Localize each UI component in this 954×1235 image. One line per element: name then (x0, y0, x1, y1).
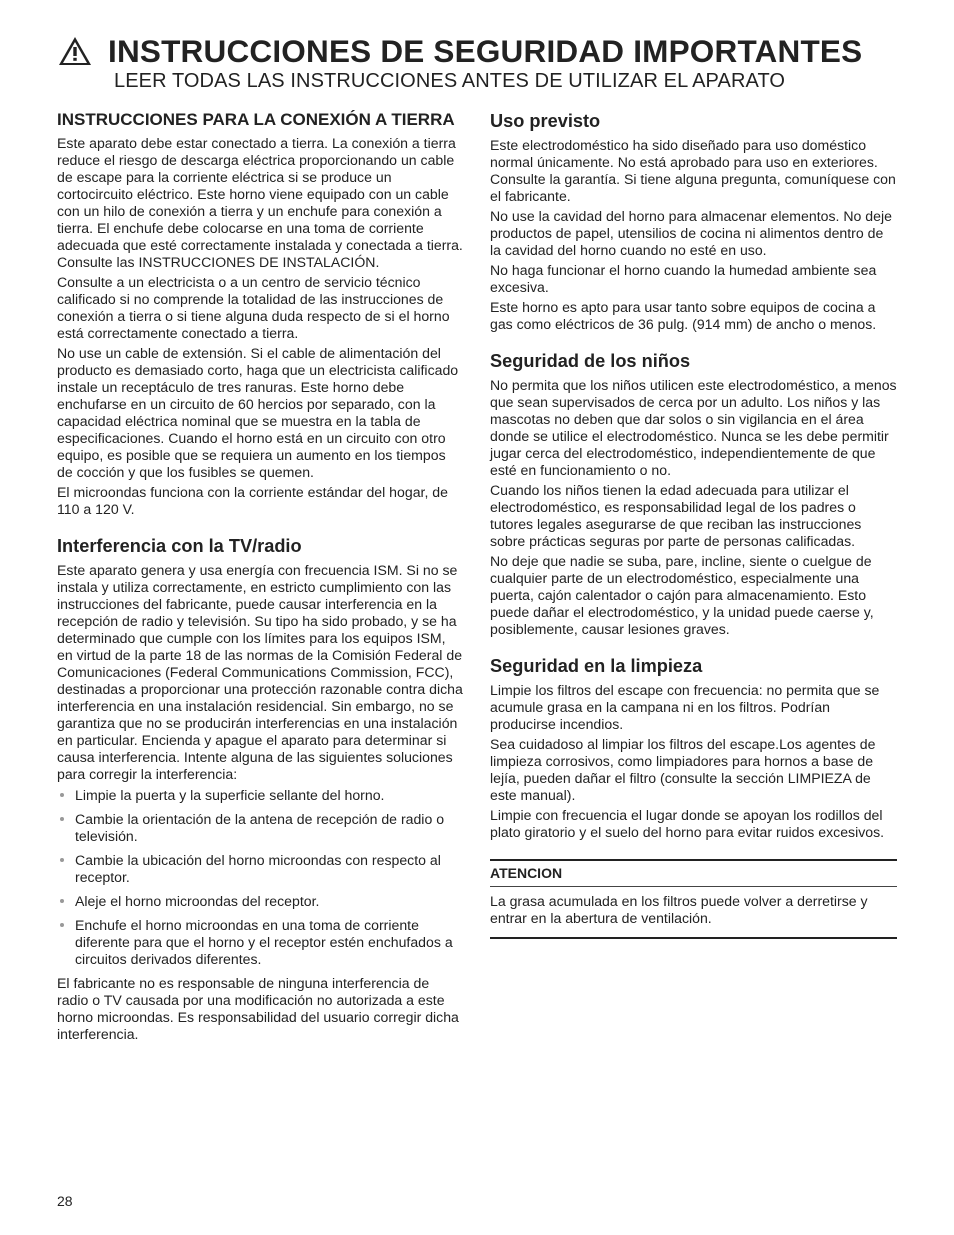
cleaning-safety-section (490, 655, 897, 841)
cleaning-safety-paragraph-1: Limpie los filtros del escape con frecuencia: no permita que se acumule grasa en la campana ni en los filtros. Podrían producirse incendios. (490, 682, 880, 732)
interference-paragraph-2: El fabricante no es responsable de ninguna interferencia de radio o TV causada por una modificación no autorizada a este horno microondas. Es responsabilidad del usuario corregir dicha interferencia. (57, 975, 459, 1042)
list-item: Enchufe el horno microondas en una toma de corriente diferente para que el horno y el receptor estén enchufados a circuitos derivados diferentes. (57, 917, 463, 968)
list-item: Cambie la orientación de la antena de recepción de radio o televisión. (57, 811, 463, 845)
child-safety-paragraph-3: No deje que nadie se suba, pare, incline, siente o cuelgue de cualquier parte de un electrodoméstico, especialmente una puerta, cajón calentador o cajón para almacenamiento. Esto puede dañar el electrodoméstico, y la unidad puede caerse y, posiblemente, causar lesiones graves. (490, 553, 874, 637)
interference-paragraph-1: Este aparato genera y usa energía con frecuencia ISM. Si no se instala y utiliza correctamente, en estricto cumplimiento con las instrucciones del fabricante, puede causar interferencia en la recepción de radio y televisión. Su tipo ha sido probado, y se ha determinado que cumple con los límites para los equipos ISM, en virtud de la parte 18 de las normas de la Comisión Federal de Comunicaciones (Federal Communications Commission, FCC), destinadas a proporcionar una protección razonable contra dicha interferencia en una instalación residencial. Sin embargo, no se garantiza que no se producirán interferencias en una instalación en particular. Encienda y apague el aparato para determinar si causa interferencia. Intente alguna de las siguientes soluciones para corregir la interferencia: (57, 562, 463, 782)
grounding-paragraph-1: Este aparato debe estar conectado a tierra. La conexión a tierra reduce el riesgo de descarga eléctrica proporcionando un cable de escape para la corriente eléctrica si se produce un cortocircuito eléctrico. Este horno viene equipado con un cable con un hilo de conexión a tierra y un enchufe para conexión a tierra. El enchufe debe colocarse en una toma de corriente adecuada que esté correctamente instalada y conectada a tierra. Consulte las INSTRUCCIONES DE INSTALACIÓN. (57, 135, 463, 270)
page-number: 28 (57, 1193, 73, 1209)
grounding-paragraph-4: El microondas funciona con la corriente estándar del hogar, de 110 a 120 V. (57, 484, 448, 517)
cleaning-safety-paragraph-2: Sea cuidadoso al limpiar los filtros del escape.Los agentes de limpieza corrosivos, como limpiadores para hornos a base de lejía, pueden dañar el filtro (consulte la sección LIMPIEZA de este manual). (490, 736, 876, 803)
list-item: Limpie la puerta y la superficie sellante del horno. (57, 787, 463, 804)
child-safety-paragraph-1: No permita que los niños utilicen este electrodoméstico, a menos que sean supervisados de cerca por un adulto. Los niños y las mascotas no deben que dar solos o sin vigilancia en el área donde se utilice el electrodoméstico. Nunca se les debe permitir jugar cerca del electrodoméstico, independientemente de que esté en funcionamiento o no. (490, 377, 897, 478)
intended-use-paragraph-1: Este electrodoméstico ha sido diseñado para uso doméstico normal únicamente. No está aprobado para uso en exteriores. Consulte la garantía. Si tiene alguna pregunta, comuníquese con el fabricante. (490, 137, 896, 204)
page-subtitle: LEER TODAS LAS INSTRUCCIONES ANTES DE UTILIZAR EL APARATO (114, 70, 786, 92)
interference-solutions-list (57, 787, 463, 968)
bullet-icon (60, 858, 64, 862)
caution-text: La grasa acumulada en los filtros puede volver a derretirse y entrar en la abertura de ventilación. (490, 893, 868, 926)
bullet-icon (60, 899, 64, 903)
intended-use-paragraph-3: No haga funcionar el horno cuando la humedad ambiente sea excesiva. (490, 262, 877, 295)
child-safety-heading: Seguridad de los niños (490, 351, 691, 371)
list-item: Aleje el horno microondas del receptor. (57, 893, 463, 910)
child-safety-section (490, 350, 897, 638)
cleaning-safety-paragraph-3: Limpie con frecuencia el lugar donde se apoyan los rodillos del plato giratorio y el suelo del horno para evitar ruidos excesivos. (490, 807, 885, 840)
interference-section (57, 535, 463, 1043)
right-column (490, 110, 897, 939)
grounding-heading: INSTRUCCIONES PARA LA CONEXIÓN A TIERRA (57, 110, 455, 129)
bullet-icon (60, 817, 64, 821)
page-title: INSTRUCCIONES DE SEGURIDAD IMPORTANTES (108, 33, 863, 69)
intended-use-section (490, 110, 897, 333)
grounding-paragraph-2: Consulte a un electricista o a un centro de servicio técnico calificado si no comprende la totalidad de las instrucciones de conexión a tierra o si tiene alguna duda respecto de si el horno está correctamente conectado a tierra. (57, 274, 450, 341)
caution-box (490, 859, 897, 939)
bullet-icon (60, 923, 64, 927)
caution-label: ATENCION (490, 865, 897, 887)
intended-use-heading: Uso previsto (490, 111, 601, 131)
bullet-icon (60, 793, 64, 797)
intended-use-paragraph-2: No use la cavidad del horno para almacenar elementos. No deje productos de papel, utensilios de cocina ni alimentos dentro de la cavidad del horno cuando no esté en uso. (490, 208, 892, 258)
page-header (58, 32, 918, 93)
title-row (58, 32, 918, 70)
list-item: Cambie la ubicación del horno microondas con respecto al receptor. (57, 852, 463, 886)
grounding-paragraph-3: No use un cable de extensión. Si el cable de alimentación del producto es demasiado corto, haga que un electricista calificado instale un receptáculo de tres ranuras. Este horno debe enchufarse en un circuito de 60 hercios por separado, con la capacidad eléctrica nominal que se muestra en la tabla de especificaciones. Cuando el horno está en un circuito con otro equipo, es posible que se requiera un aumento en los tiempos de cocción y que los fusibles se quemen. (57, 345, 459, 480)
intended-use-paragraph-4: Este horno es apto para usar tanto sobre equipos de cocina a gas como eléctricos de 36 pulg. (914 mm) de ancho o menos. (490, 299, 877, 332)
child-safety-paragraph-2: Cuando los niños tienen la edad adecuada para utilizar el electrodoméstico, es responsabilidad legal de los padres o tutores legales asegurarse de que reciban las instrucciones sobre prácticas seguras por parte de personas calificadas. (490, 482, 862, 549)
interference-heading: Interferencia con la TV/radio (57, 536, 302, 556)
left-column (57, 110, 463, 1046)
cleaning-safety-heading: Seguridad en la limpieza (490, 656, 703, 676)
warning-triangle-icon (58, 36, 92, 66)
grounding-section (57, 110, 463, 518)
